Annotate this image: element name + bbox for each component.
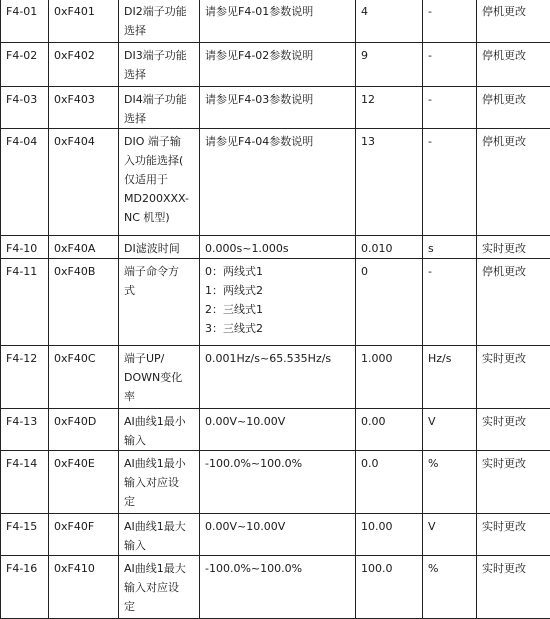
- param-default-cell: 4: [356, 0, 423, 43]
- param-code-cell: F4-13: [1, 409, 49, 451]
- param-code-cell: F4-03: [1, 87, 49, 129]
- param-address-cell: 0xF410: [49, 556, 119, 619]
- param-default-cell: 10.00: [356, 514, 423, 556]
- param-code-cell: F4-15: [1, 514, 49, 556]
- param-change-mode-cell: 停机更改: [477, 43, 550, 87]
- param-code-cell: F4-12: [1, 346, 49, 409]
- param-name-cell-line: DOWN变化: [124, 368, 195, 387]
- param-unit-cell: %: [423, 451, 477, 514]
- param-change-mode-cell: 实时更改: [477, 556, 550, 619]
- param-range-cell-line: 请参见F4-03参数说明: [205, 90, 351, 109]
- param-name-cell-line: AI曲线1最小: [124, 412, 195, 431]
- param-name-cell: [119, 43, 200, 87]
- table-row: [1, 556, 550, 619]
- param-address-cell: 0xF40F: [49, 514, 119, 556]
- param-code-cell: F4-04: [1, 129, 49, 236]
- param-range-cell-line: 0.00V~10.00V: [205, 412, 351, 431]
- table-row: [1, 259, 550, 346]
- param-default-cell: 1.000: [356, 346, 423, 409]
- param-unit-cell: -: [423, 259, 477, 346]
- table-row: [1, 346, 550, 409]
- param-name-cell-line: 率: [124, 387, 195, 406]
- parameter-table-body: [1, 0, 550, 619]
- param-name-cell-line: AI曲线1最小: [124, 454, 195, 473]
- param-address-cell: 0xF40E: [49, 451, 119, 514]
- param-name-cell: [119, 556, 200, 619]
- param-address-cell: 0xF402: [49, 43, 119, 87]
- param-default-cell: 13: [356, 129, 423, 236]
- param-range-cell: [200, 129, 356, 236]
- param-unit-cell: V: [423, 409, 477, 451]
- param-name-cell-line: DI2端子功能: [124, 2, 195, 21]
- param-unit-cell: %: [423, 556, 477, 619]
- param-range-cell-line: 请参见F4-04参数说明: [205, 132, 351, 151]
- param-name-cell-line: 输入: [124, 431, 195, 450]
- param-range-cell: [200, 0, 356, 43]
- param-name-cell-line: NC 机型): [124, 208, 195, 227]
- param-name-cell: [119, 87, 200, 129]
- param-unit-cell: -: [423, 43, 477, 87]
- param-name-cell-line: 入功能选择(: [124, 151, 195, 170]
- param-name-cell-line: 选择: [124, 109, 195, 128]
- param-range-cell-line: 0：两线式1: [205, 262, 351, 281]
- param-name-cell-line: 输入: [124, 536, 195, 555]
- param-code-cell: F4-10: [1, 236, 49, 259]
- param-name-cell: [119, 259, 200, 346]
- param-address-cell: 0xF40D: [49, 409, 119, 451]
- param-change-mode-cell: 停机更改: [477, 259, 550, 346]
- param-change-mode-cell: 实时更改: [477, 514, 550, 556]
- param-range-cell: [200, 451, 356, 514]
- table-row: [1, 236, 550, 259]
- param-change-mode-cell: 实时更改: [477, 236, 550, 259]
- param-name-cell-line: 仅适用于: [124, 170, 195, 189]
- param-name-cell-line: 选择: [124, 21, 195, 40]
- param-code-cell: F4-16: [1, 556, 49, 619]
- param-change-mode-cell: 停机更改: [477, 87, 550, 129]
- param-unit-cell: s: [423, 236, 477, 259]
- param-name-cell: [119, 236, 200, 259]
- param-name-cell-line: 端子UP/: [124, 349, 195, 368]
- param-range-cell-line: 请参见F4-02参数说明: [205, 46, 351, 65]
- param-change-mode-cell: 实时更改: [477, 409, 550, 451]
- param-name-cell: [119, 514, 200, 556]
- param-name-cell: [119, 129, 200, 236]
- param-code-cell: F4-14: [1, 451, 49, 514]
- param-change-mode-cell: 实时更改: [477, 346, 550, 409]
- param-default-cell: 100.0: [356, 556, 423, 619]
- table-row: [1, 451, 550, 514]
- param-name-cell: [119, 346, 200, 409]
- param-name-cell-line: DI4端子功能: [124, 90, 195, 109]
- param-range-cell-line: 2：三线式1: [205, 300, 351, 319]
- param-range-cell-line: 0.00V~10.00V: [205, 517, 351, 536]
- param-name-cell-line: 式: [124, 281, 195, 300]
- param-address-cell: 0xF401: [49, 0, 119, 43]
- param-range-cell: [200, 259, 356, 346]
- param-unit-cell: -: [423, 0, 477, 43]
- param-code-cell: F4-02: [1, 43, 49, 87]
- param-name-cell-line: 定: [124, 597, 195, 616]
- param-name-cell-line: 输入对应设: [124, 473, 195, 492]
- param-name-cell: [119, 409, 200, 451]
- param-range-cell-line: 0.001Hz/s~65.535Hz/s: [205, 349, 351, 368]
- param-address-cell: 0xF40C: [49, 346, 119, 409]
- param-address-cell: 0xF404: [49, 129, 119, 236]
- param-default-cell: 0.00: [356, 409, 423, 451]
- param-name-cell: [119, 451, 200, 514]
- param-range-cell: [200, 346, 356, 409]
- param-range-cell: [200, 236, 356, 259]
- param-range-cell-line: 0.000s~1.000s: [205, 239, 351, 258]
- param-range-cell: [200, 514, 356, 556]
- param-default-cell: 12: [356, 87, 423, 129]
- param-unit-cell: V: [423, 514, 477, 556]
- table-row: [1, 409, 550, 451]
- param-change-mode-cell: 实时更改: [477, 451, 550, 514]
- param-change-mode-cell: 停机更改: [477, 0, 550, 43]
- param-address-cell: 0xF40A: [49, 236, 119, 259]
- param-range-cell-line: 3：三线式2: [205, 319, 351, 338]
- param-code-cell: F4-01: [1, 0, 49, 43]
- param-name-cell-line: 定: [124, 492, 195, 511]
- param-code-cell: F4-11: [1, 259, 49, 346]
- param-default-cell: 0: [356, 259, 423, 346]
- param-change-mode-cell: 停机更改: [477, 129, 550, 236]
- table-row: [1, 87, 550, 129]
- param-range-cell-line: 1：两线式2: [205, 281, 351, 300]
- param-range-cell-line: 请参见F4-01参数说明: [205, 2, 351, 21]
- param-name-cell-line: 选择: [124, 65, 195, 84]
- param-range-cell: [200, 556, 356, 619]
- param-unit-cell: Hz/s: [423, 346, 477, 409]
- param-name-cell-line: AI曲线1最大: [124, 517, 195, 536]
- param-range-cell: [200, 409, 356, 451]
- param-address-cell: 0xF40B: [49, 259, 119, 346]
- param-name-cell-line: 输入对应设: [124, 578, 195, 597]
- param-name-cell: [119, 0, 200, 43]
- table-row: [1, 129, 550, 236]
- param-name-cell-line: 端子命令方: [124, 262, 195, 281]
- table-row: [1, 514, 550, 556]
- param-unit-cell: -: [423, 129, 477, 236]
- param-default-cell: 0.0: [356, 451, 423, 514]
- param-range-cell-line: -100.0%~100.0%: [205, 559, 351, 578]
- param-name-cell-line: MD200XXX-: [124, 189, 195, 208]
- param-range-cell: [200, 87, 356, 129]
- param-name-cell-line: DI滤波时间: [124, 239, 195, 258]
- param-unit-cell: -: [423, 87, 477, 129]
- param-default-cell: 0.010: [356, 236, 423, 259]
- param-name-cell-line: DI3端子功能: [124, 46, 195, 65]
- param-range-cell: [200, 43, 356, 87]
- param-name-cell-line: DIO 端子输: [124, 132, 195, 151]
- table-row: [1, 0, 550, 43]
- param-default-cell: 9: [356, 43, 423, 87]
- table-row: [1, 43, 550, 87]
- param-address-cell: 0xF403: [49, 87, 119, 129]
- param-name-cell-line: AI曲线1最大: [124, 559, 195, 578]
- param-range-cell-line: -100.0%~100.0%: [205, 454, 351, 473]
